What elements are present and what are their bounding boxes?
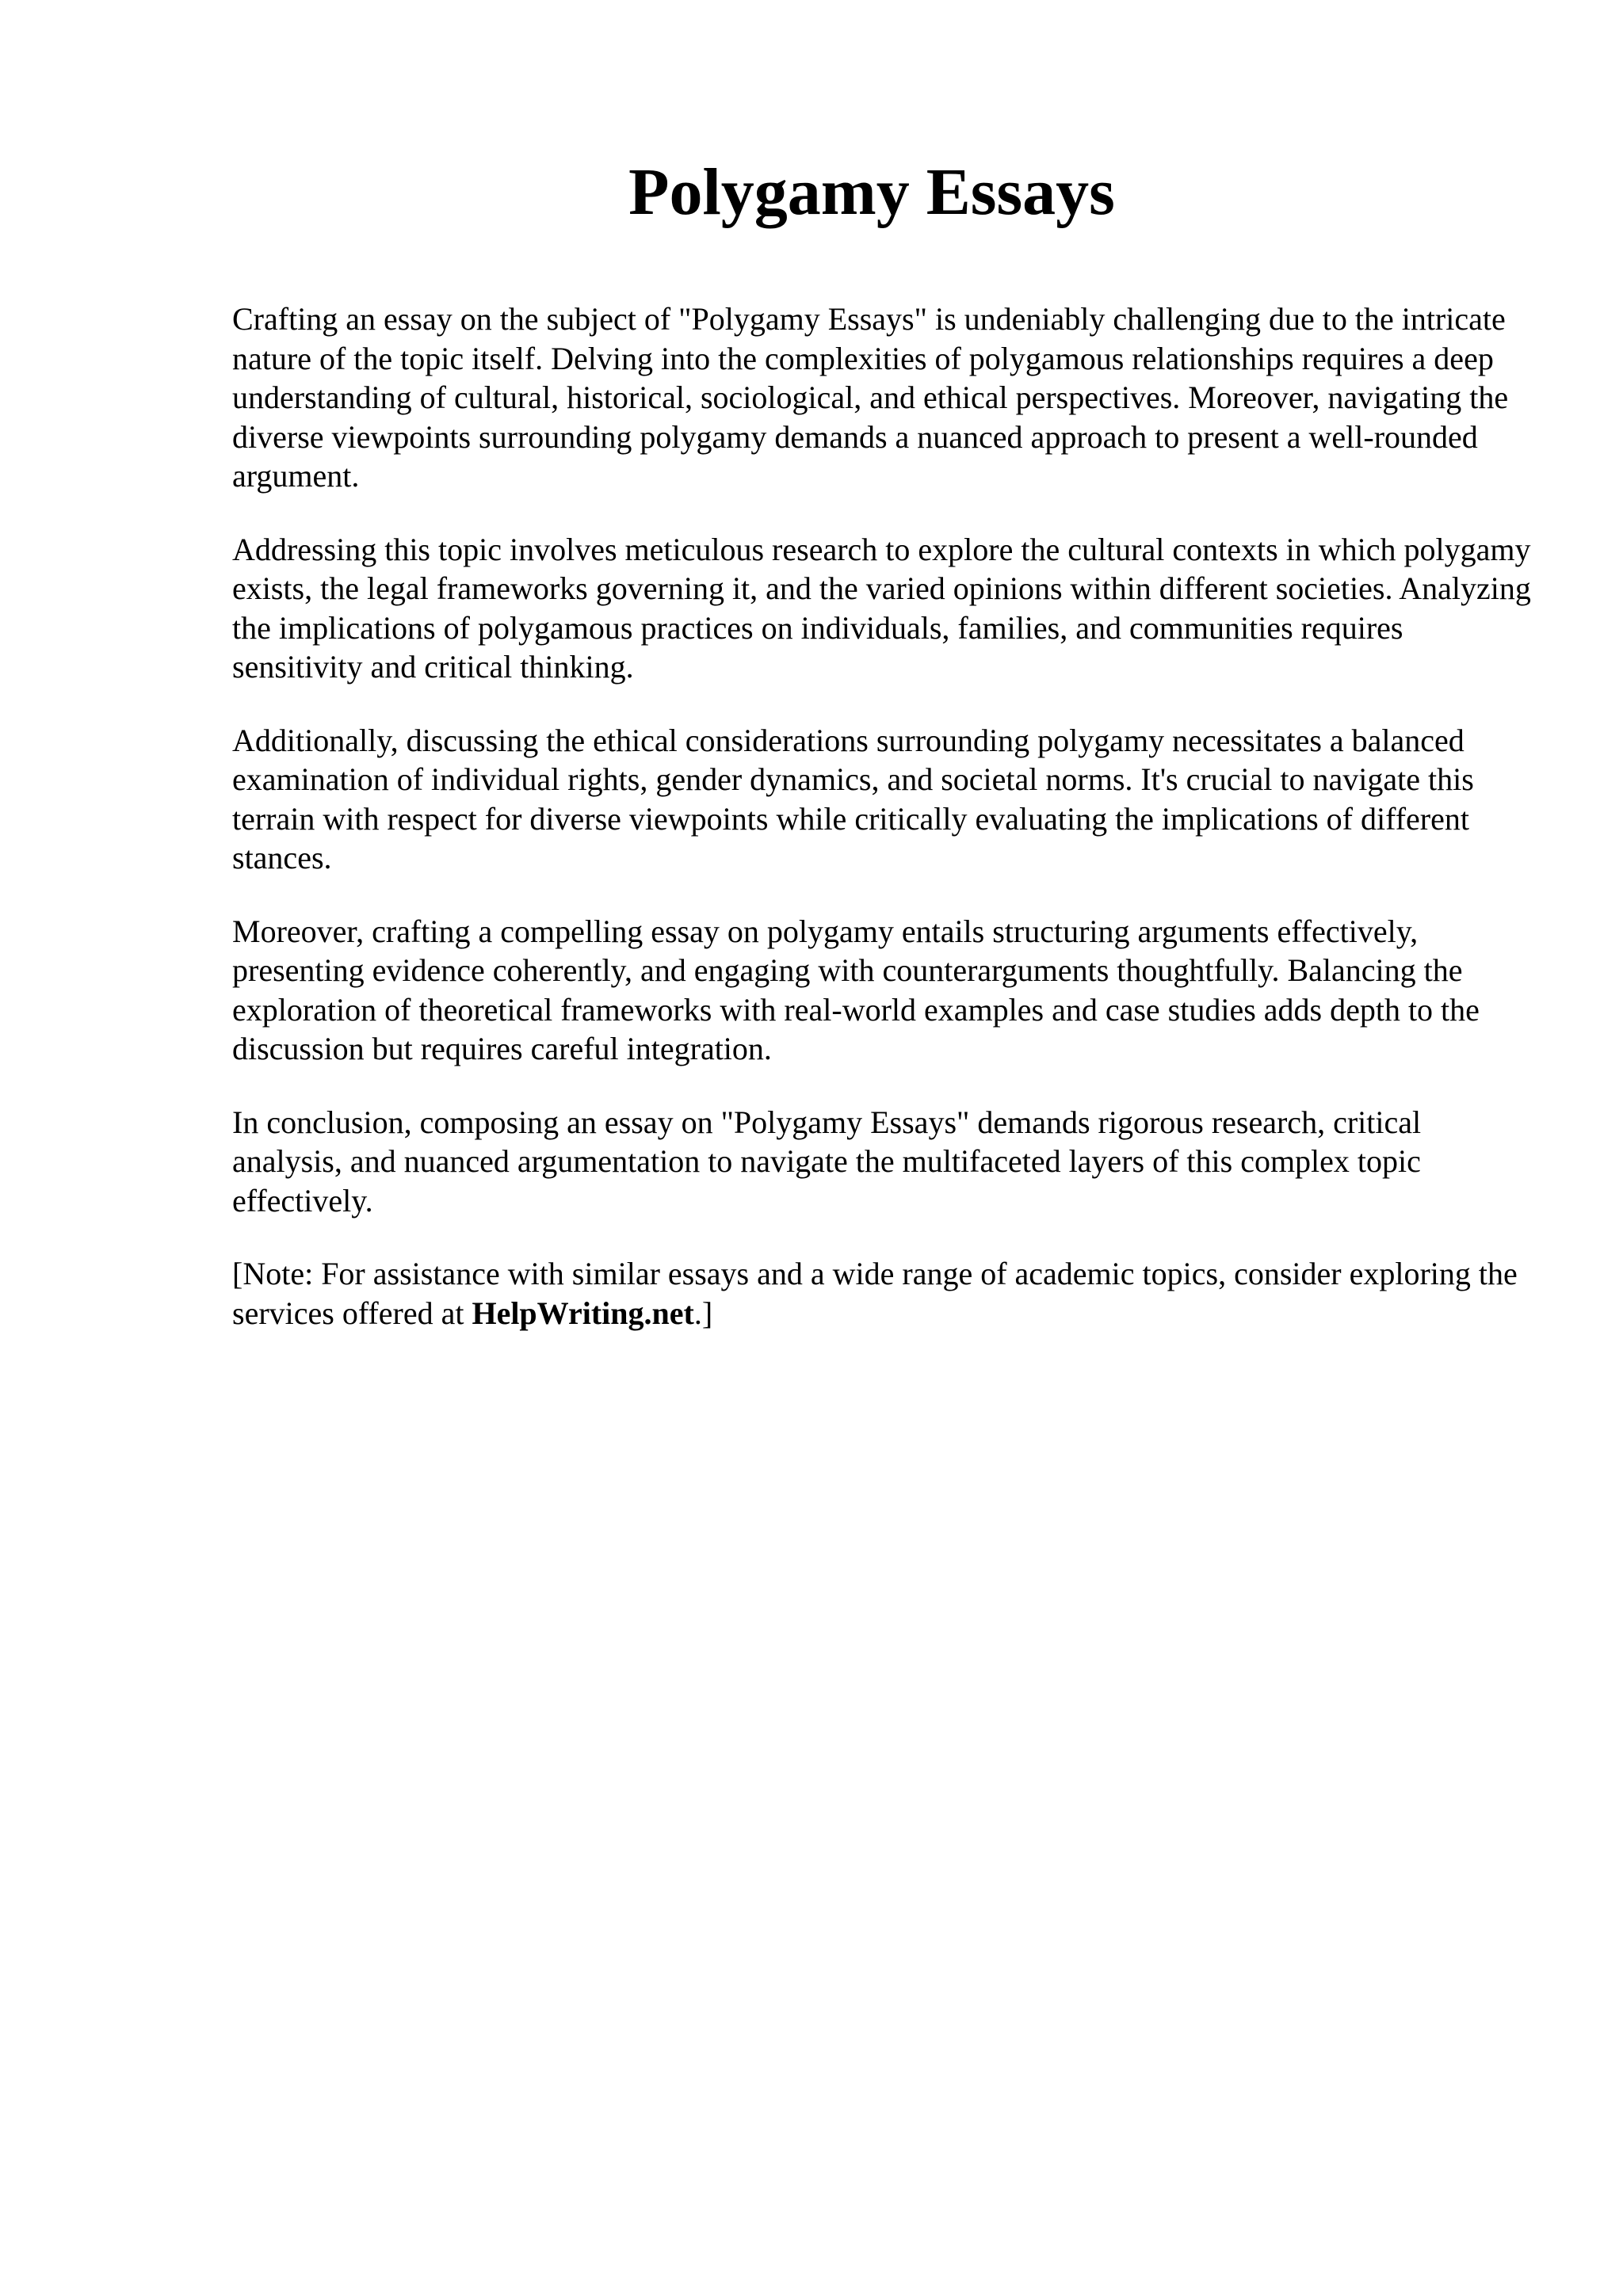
note-suffix: .]: [693, 1295, 713, 1331]
paragraph-1: Crafting an essay on the subject of "Polygamy Essays" is undeniably challenging due to the intricate nature of the topic itself. Delving into the complexities of polygamous relationships requires a deep understanding of cultural, historical, sociological, and ethical perspectives. Moreover, navigating the diverse viewpoints surrounding polygamy demands a nuanced approach to present a well-rounded argument.: [232, 301, 1509, 494]
page-title: Polygamy Essays: [628, 155, 1115, 229]
paragraph-5: In conclusion, composing an essay on "Polygamy Essays" demands rigorous research, critical analysis, and nuanced argumentation to navigate the multifaceted layers of this complex topic effectively.: [232, 1104, 1422, 1219]
paragraph-3: Additionally, discussing the ethical considerations surrounding polygamy necessitates a balanced examination of individual rights, gender dynamics, and societal norms. It's crucial to navigate this terrain with respect for diverse viewpoints while critically evaluating the implications of different stances.: [232, 722, 1474, 875]
paragraph-4: Moreover, crafting a compelling essay on polygamy entails structuring arguments effectively, presenting evidence coherently, and engaging with counterarguments thoughtfully. Balancing the exploration of theoretical frameworks with real-world examples and case studies adds depth to the discussion but requires careful integration.: [232, 913, 1480, 1066]
essay-body: [232, 299, 1532, 1367]
helpwriting-link[interactable]: HelpWriting.net: [472, 1295, 694, 1331]
note-prefix: [Note: For assistance with similar essays and a wide range of academic topics, consider exploring the services offered at: [232, 1256, 1518, 1331]
paragraph-2: Addressing this topic involves meticulous research to explore the cultural contexts in which polygamy exists, the legal frameworks governing it, and the varied opinions within different societies. Analyzing the implications of polygamous practices on individuals, families, and communities requires sensitivity and critical thinking.: [232, 531, 1531, 685]
note-paragraph: [232, 1254, 1532, 1333]
